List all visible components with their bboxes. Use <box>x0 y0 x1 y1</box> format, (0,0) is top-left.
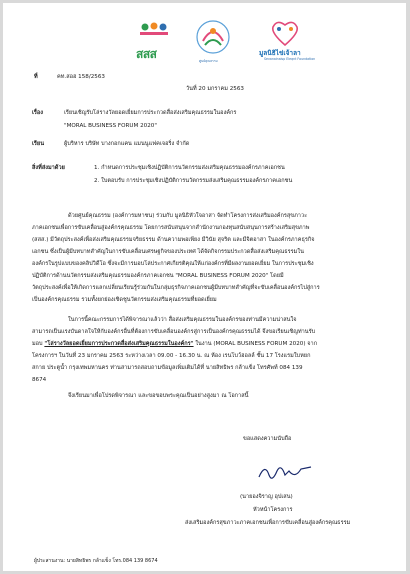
body-p2-line: ในการนี้คณะกรรมการได้พิจารณาแล้วว่า สื่อส่งเสริมคุณธรรมในองค์กรของท่านมีความน่าสนใจ <box>68 317 297 323</box>
body-p1-line: วัตถุประสงค์เพื่อให้เกิดการแลกเปลี่ยนเรียนรู้ร่วมกันในกลุ่มธุรกิจภาคเอกชนผู้มีบทบาทสำคัญที่จะขับเคลื่อนองค์กรไปสู่การ <box>32 285 320 291</box>
logo-bar <box>3 15 406 65</box>
signer-name: (นายองจิราญ อุปเสน) <box>240 494 293 500</box>
body-p1-line: ภาคเอกชนเพื่อการขับเคลื่อนสู่องค์กรคุณธรรม โดยการสนับสนุนจากสำนักงานกองทุนสนับสนุนการสร้างเสริมสุขภาพ <box>32 225 310 231</box>
foundation-logo-caption: Sevanainaisp Eleqnt Foundation <box>264 57 316 61</box>
ref-number: คท.สอฮ 158/2563 <box>57 74 105 80</box>
signature <box>255 461 315 485</box>
ref-label: ที่ <box>34 74 38 80</box>
body-p1-line: (สสส.) มีวัตถุประสงค์เพื่อส่งเสริมคุณธรรมจริยธรรม ด้านความพอเพียง มีวินัย สุจริต และมีจิตอาสา ในองค์กรภาคธุรกิจ <box>32 237 315 243</box>
recipient-value: ผู้บริหาร บริษัท บางกอกแคน แมนนูแฟคเจอริ่ง จำกัด <box>64 141 190 147</box>
body-p1-line: ด้วยศูนย์คุณธรรม (องค์การมหาชน) ร่วมกับ มูลนิธิหัวใจอาสา จัดทำโครงการส่งเสริมองค์กรสุขภาวะ <box>68 213 308 219</box>
recipient-label: เรียน <box>32 141 45 147</box>
ssss-logo-word: สสส <box>136 47 157 61</box>
project-name: ส่งเสริมองค์กรสุขภาวะภาคเอกชนเพื่อการขับเคลื่อนสู่องค์กรคุณธรรม <box>185 520 351 526</box>
body-paragraph-3: จึงเรียนมาเพื่อโปรดพิจารณา และขอขอบพระคุณเป็นอย่างสูงมา ณ โอกาสนี้ <box>68 393 249 399</box>
body-p2-post: ในงาน (MORAL BUSINESS FORUM 2020) จาก <box>193 341 318 347</box>
enclosure-label: สิ่งที่ส่งมาด้วย <box>32 165 65 171</box>
body-paragraph-2 <box>32 314 317 386</box>
signer-position: หัวหน้าโครงการ <box>253 507 293 513</box>
moral-center-logo <box>191 17 235 61</box>
body-p1-line: เอกชน ซึ่งเป็นผู้มีบทบาทสำคัญในการขับเคลื่อนเศรษฐกิจของประเทศ ได้จัดกิจกรรมประกวดสื่อส่งเสริมคุณธรรมใน <box>32 249 304 255</box>
letter-page <box>3 3 406 571</box>
subject-line-2: "MORAL BUSINESS FORUM 2020" <box>64 123 157 129</box>
enclosure-item-2: 2. ใบตอบรับ การประชุมเชิงปฏิบัติการนวัตกรรมส่งเสริมคุณธรรมองค์กรภาคเอกชน <box>94 178 293 184</box>
award-title: "โล่รางวัลยอดเยี่ยมการประกวดสื่อส่งเสริมคุณธรรมในองค์กร" <box>44 341 194 347</box>
body-p2-pre: มอบ <box>32 341 45 347</box>
letter-date: วันที่ 20 มกราคม 2563 <box>186 86 244 92</box>
body-p2-line-award <box>32 338 317 350</box>
subject-line-1: เรียนเชิญรับโล่รางวัลยอดเยี่ยมการประกวดสื่อส่งเสริมคุณธรรมในองค์กร <box>64 110 237 116</box>
closing-regards: ขอแสดงความนับถือ <box>243 436 292 442</box>
moral-logo-caption: ศูนย์คุณธรรม <box>199 59 218 63</box>
body-p2-line: สามารถเป็นแรงบันดาลใจให้กับองค์กรอื่นที่ต้องการขับเคลื่อนองค์กรสู่การเป็นองค์กรคุณธรรมได้ จึงขอเรียนเชิญท่านรับ <box>32 329 316 335</box>
coordinator-contact: ผู้ประสานงาน: นายสิทธิพร กล้าแข็ง โทร.084 139 8674 <box>34 558 158 564</box>
body-p1-line: องค์กรในรูปแบบของคลิปวิดีโอ ซึ่งจะมีการมอบโล่ประกาศเกียรติคุณให้แก่องค์กรที่มีผลงานยอดเยี่ยม ในการประชุมเชิง <box>32 261 314 267</box>
body-p2-line: 8674 <box>32 377 47 383</box>
subject-label: เรื่อง <box>32 110 44 116</box>
body-p1-line: เป็นองค์กรคุณธรรม รวมทั้งยกย่องเชิดชูนวัตกรรมส่งเสริมคุณธรรมที่ยอดเยี่ยม <box>32 297 217 303</box>
enclosure-item-1: 1. กำหนดการประชุมเชิงปฏิบัติการนวัตกรรมส่งเสริมคุณธรรมองค์กรภาคเอกชน <box>94 165 285 171</box>
body-p2-line: โครงการฯ ในวันที่ 23 มกราคม 2563 ระหว่างเวลา 09.00 - 16.30 น. ณ ห้อง เรนโบว์ฮอลล์ ชั้น 17 โรงแรมใบหยก <box>32 353 311 359</box>
body-paragraph-1 <box>32 210 320 306</box>
body-p1-line: ปฏิบัติการด้านนวัตกรรมส่งเสริมคุณธรรมองค์กรภาคเอกชน "MORAL BUSINESS FORUM 2020" โดยมี <box>32 273 284 279</box>
foundation-logo-word: มูลนิธิไข่เจ้าลา <box>259 49 301 57</box>
body-p2-line: สกาย ประตูน้ำ กรุงเทพมหานคร ท่านสามารถสอบถามข้อมูลเพิ่มเติมได้ที่ นายสิทธิพร กล้าแข็ง โทรศัพท์ 084 139 <box>32 365 303 371</box>
